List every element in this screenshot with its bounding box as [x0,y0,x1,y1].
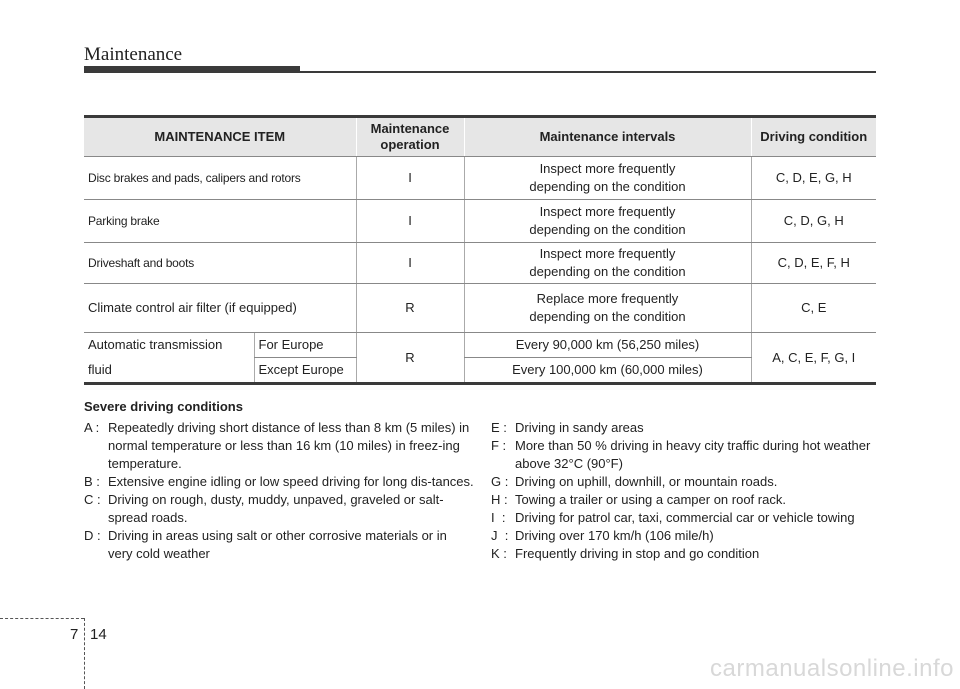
condition-text: Driving on uphill, downhill, or mountain roads. [515,474,778,489]
row-operation: I [356,243,464,284]
table-row [84,157,876,200]
condition-text: More than 50 % driving in heavy city traffic during hot weather above 32°C (90°F) [515,438,871,471]
condition-text: Driving in sandy areas [515,420,644,435]
row-condition: C, D, E, G, H [751,157,876,200]
table-row [84,284,876,333]
condition-item [491,545,881,563]
interval-line: Inspect more frequently [539,204,676,219]
condition-letter: J : [491,528,509,543]
header-driving-condition: Driving condition [751,117,876,157]
interval-line: depending on the condition [529,222,686,237]
interval-line: depending on the condition [529,264,686,279]
row-condition: C, D, G, H [751,200,876,243]
header-rule-thick [84,66,300,73]
maintenance-table [84,115,876,385]
severe-conditions-left [84,419,474,563]
transmission-item-line2: fluid [84,358,254,384]
row-interval [464,243,751,284]
interval-line: Replace more frequently [536,291,679,306]
transmission-sub-europe: For Europe [254,333,356,358]
condition-item [84,473,474,491]
table-row [84,200,876,243]
condition-letter: H : [491,492,508,507]
row-item: Climate control air filter (if equipped) [84,284,356,333]
condition-letter: A : [84,420,100,435]
row-condition: C, E [751,284,876,333]
watermark: carmanualsonline.info [710,655,954,682]
condition-text: Towing a trailer or using a camper on roof rack. [515,492,786,507]
interval-line: Inspect more frequently [539,246,676,261]
condition-item [84,419,474,473]
row-operation: I [356,200,464,243]
transmission-operation: R [356,333,464,384]
header-maintenance-item: MAINTENANCE ITEM [84,117,356,157]
page-number: 14 [90,626,107,643]
page-section-number: 7 [70,626,79,643]
transmission-sub-except-europe: Except Europe [254,358,356,384]
condition-item [491,437,881,473]
condition-letter: D : [84,528,101,543]
severe-conditions-right [491,419,881,563]
condition-item [491,509,881,527]
transmission-condition: A, C, E, F, G, I [751,333,876,384]
condition-item [491,527,881,545]
row-interval [464,157,751,200]
row-interval [464,284,751,333]
table-row [84,333,876,358]
row-interval [464,200,751,243]
header-rule-thin [300,71,876,73]
condition-text: Driving over 170 km/h (106 mile/h) [515,528,714,543]
condition-text: Driving on rough, dusty, muddy, unpaved, graveled or salt-spread roads. [108,492,444,525]
condition-letter: I : [491,510,506,525]
footer-divider [84,618,85,689]
condition-item [491,491,881,509]
severe-conditions-title: Severe driving conditions [84,399,243,414]
page-title: Maintenance [84,44,183,65]
row-item: Parking brake [84,200,356,243]
condition-letter: F : [491,438,507,453]
transmission-item-line1: Automatic transmission [88,337,223,353]
table-header-row [84,117,876,157]
row-item: Driveshaft and boots [84,243,356,284]
interval-line: Inspect more frequently [539,161,676,176]
condition-text: Extensive engine idling or low speed driving for long dis-tances. [108,474,474,489]
condition-item [491,473,881,491]
interval-line: depending on the condition [529,309,686,324]
row-item: Disc brakes and pads, calipers and rotors [84,157,356,200]
condition-text: Driving for patrol car, taxi, commercial car or vehicle towing [515,510,855,525]
condition-text: Repeatedly driving short distance of less than 8 km (5 miles) in normal temperature or less than 16 km (10 miles) in freez-ing temperature. [108,420,470,471]
header-maintenance-operation: Maintenance operation [356,117,464,157]
condition-item [491,419,881,437]
condition-text: Frequently driving in stop and go condition [515,546,760,561]
transmission-interval-except-europe: Every 100,000 km (60,000 miles) [464,358,751,384]
condition-letter: E : [491,420,507,435]
condition-text: Driving in areas using salt or other corrosive materials or in very cold weather [108,528,447,561]
interval-line: depending on the condition [529,179,686,194]
condition-letter: B : [84,474,100,489]
footer-rule [0,618,84,619]
row-operation: R [356,284,464,333]
transmission-interval-europe: Every 90,000 km (56,250 miles) [464,333,751,358]
condition-letter: C : [84,492,101,507]
condition-item [84,527,474,563]
table-row [84,243,876,284]
condition-letter: G : [491,474,509,489]
condition-item [84,491,474,527]
row-condition: C, D, E, F, H [751,243,876,284]
row-operation: I [356,157,464,200]
condition-letter: K : [491,546,507,561]
header-maintenance-intervals: Maintenance intervals [464,117,751,157]
